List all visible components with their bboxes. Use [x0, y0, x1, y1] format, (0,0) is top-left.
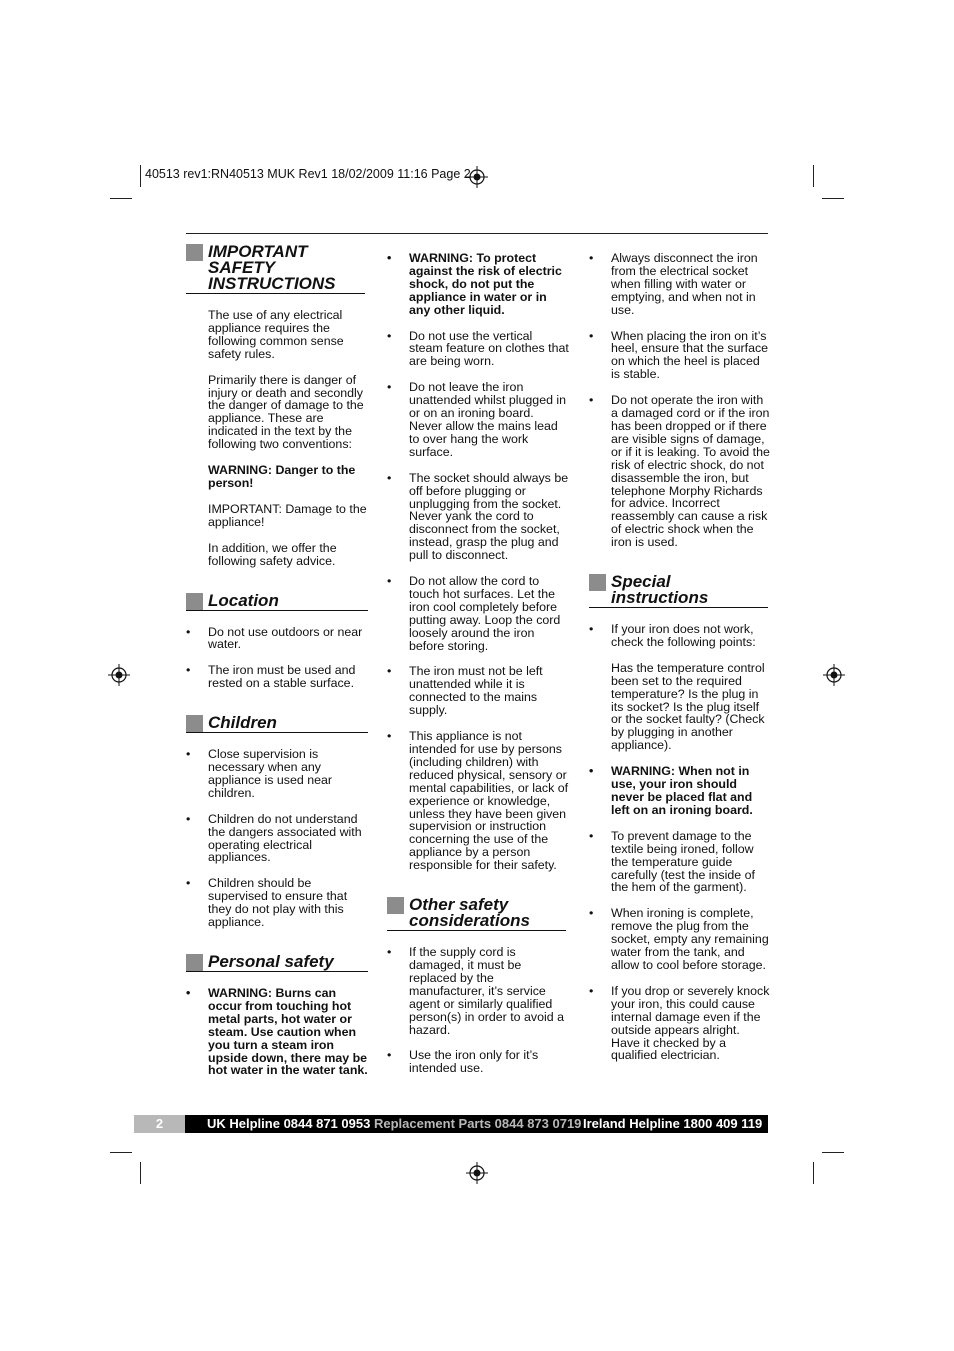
checklist-paragraph: Has the temperature control been set to the required temperature? Is the plug in its socket? Is the plug itself or the socket faulty? (Check by plugging in another appliance). [611, 660, 765, 753]
list-item: • The iron must be used and rested on a stable surface. [186, 663, 356, 691]
crop-mark [110, 1152, 132, 1153]
crop-mark [140, 1162, 141, 1184]
ireland-helpline: Ireland Helpline 1800 409 119 [583, 1116, 763, 1131]
column-2 [387, 252, 569, 1088]
registration-mark-icon [108, 664, 130, 686]
helpline-footer [134, 1115, 768, 1133]
heading-special-instructions: Special instructions [589, 574, 768, 608]
list-item: • Children do not understand the dangers associated with operating electrical appliances. [186, 811, 362, 865]
uk-helpline: UK Helpline 0844 871 0953 [207, 1116, 371, 1131]
list-item: • The iron must not be left unattended while it is connected to the mains supply. [387, 664, 543, 718]
heading-square-icon [186, 954, 203, 971]
heading-square-icon [589, 574, 606, 591]
list-item: • If the supply cord is damaged, it must be replaced by the manufacturer, it’s service agent or similarly qualified person(s) in order to avoid a hazard. [387, 945, 564, 1037]
list-item: • Children should be supervised to ensure that they do not play with this appliance. [186, 876, 348, 930]
important-convention: IMPORTANT: Damage to the appliance! [208, 501, 367, 529]
list-item: • Do not operate the iron with a damaged cord or if the iron has been dropped or if there are visible signs of damage, or if it is leaking. To avoid the risk of electric shock, do not disassemble the iron, but telephone Morphy Richards for advice. Incorrect reassembly can cause a risk of electric shock when the iron is used. [589, 393, 770, 550]
warning-convention: WARNING: Danger to the person! [208, 463, 356, 490]
list-item: • If you drop or severely knock your iron, this could cause internal damage even if the outside appears alright. Have it checked by a qualified electrician. [589, 983, 770, 1063]
list-item: • Use the iron only for it’s intended use. [387, 1048, 539, 1076]
list-item: • Do not leave the iron unattended whilst plugged in or on an ironing board. Never allow the mains lead to over hang the work surface. [387, 380, 567, 459]
heading-other-safety: Other safety considerations [387, 897, 566, 931]
heading-personal-safety: Personal safety [186, 954, 368, 972]
crop-mark [813, 165, 814, 187]
list-item: • Do not allow the cord to touch hot surfaces. Let the iron cool completely before putting away. Loop the cord loosely around the iron before storing. [387, 574, 561, 653]
print-slug: 40513 rev1:RN40513 MUK Rev1 18/02/2009 11:16 Page 2 [145, 167, 471, 181]
registration-mark-icon [466, 166, 488, 188]
heading-children: Children [186, 715, 368, 733]
list-item: • This appliance is not intended for use by persons (including children) with reduced physical, sensory or mental capabilities, or lack of experience or knowledge, unless they have been given supervision or instruction concerning the use of the appliance by a person responsible for their safety. [387, 729, 569, 873]
heading-square-icon [186, 244, 203, 261]
crop-mark [813, 1162, 814, 1184]
intro-paragraph: The use of any electrical appliance requires the following common sense safety rules. [208, 308, 344, 361]
intro-paragraph: In addition, we offer the following safety advice. [208, 540, 337, 568]
heading-square-icon [387, 897, 404, 914]
list-item: • WARNING: When not in use, your iron should never be placed flat and left on an ironing board. [589, 764, 753, 817]
heading-square-icon [186, 715, 203, 732]
list-item: • WARNING: Burns can occur from touching hot metal parts, hot water or steam. Use caution when you turn a steam iron upside down, there may be hot water in the water tank. [186, 986, 368, 1078]
heading-square-icon [186, 593, 203, 610]
list-item: • The socket should always be off before plugging or unplugging from the socket. Never yank the cord to disconnect from the socket, instead, grasp the plug and pull to disconnect. [387, 470, 569, 563]
list-item: • WARNING: To protect against the risk of electric shock, do not put the appliance in water or in any other liquid. [387, 251, 562, 317]
crop-mark [110, 198, 132, 199]
list-item: • Close supervision is necessary when any appliance is used near children. [186, 747, 332, 800]
registration-mark-icon [823, 664, 845, 686]
list-item: • If your iron does not work, check the following points: [589, 622, 756, 649]
list-item: • When placing the iron on it’s heel, ensure that the surface on which the heel is placed is stable. [589, 328, 769, 382]
column-3 [589, 252, 771, 1075]
list-item: • Always disconnect the iron from the electrical socket when filling with water or emptying, and when not in use. [589, 251, 758, 317]
list-item: • Do not use outdoors or near water. [186, 624, 363, 652]
heading-location: Location [186, 593, 368, 611]
intro-paragraph: Primarily there is danger of injury or death and secondly the danger of damage to the appliance. These are indicated in the text by the following two conventions: [208, 372, 364, 452]
page-number: 2 [134, 1115, 185, 1133]
registration-mark-icon [466, 1162, 488, 1184]
list-item: • When ironing is complete, remove the plug from the socket, empty any remaining water from the tank, and allow to cool before storage. [589, 906, 769, 972]
list-item: • Do not use the vertical steam feature on clothes that are being worn. [387, 328, 569, 369]
crop-mark [822, 198, 844, 199]
crop-mark [822, 1152, 844, 1153]
crop-mark [140, 165, 141, 187]
heading-important-safety: IMPORTANT SAFETY INSTRUCTIONS [186, 244, 365, 294]
column-1 [186, 244, 368, 1090]
replacement-parts-helpline: Replacement Parts 0844 873 0719 [374, 1116, 582, 1131]
top-rule [186, 233, 768, 234]
list-item: • To prevent damage to the textile being ironed, follow the temperature guide carefully (test the inside of the hem of the garment). [589, 828, 755, 895]
